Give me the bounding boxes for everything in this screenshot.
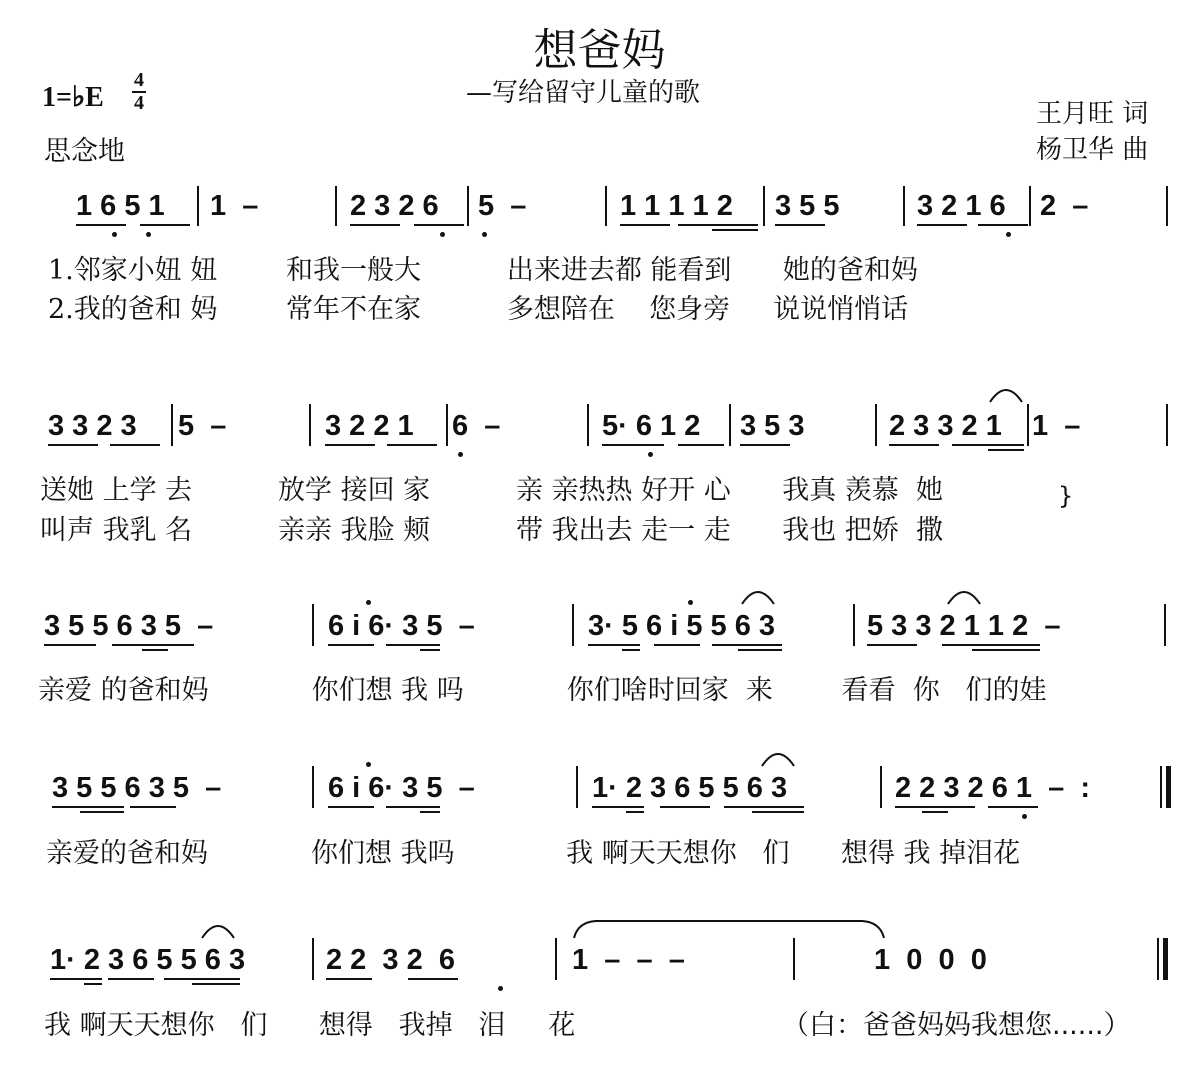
barline [1027, 404, 1029, 446]
tempo-marking: 思念地 [44, 136, 125, 167]
underline [48, 444, 98, 446]
lyrics-verse-1: 亲爱 的爸和妈 你们想 我 吗 你们啥时回家 来 看看 你 们的娃 [38, 675, 1047, 706]
barline [853, 604, 855, 646]
underline [386, 644, 440, 646]
underline [942, 644, 1040, 646]
barline [1029, 186, 1031, 226]
note-group: 3 5 5 [775, 190, 840, 222]
underline [620, 224, 670, 226]
underline [660, 806, 710, 808]
underline [350, 224, 400, 226]
underline [386, 806, 440, 808]
note-group: 2 – [1040, 190, 1089, 222]
tie-arc [946, 586, 982, 606]
underline [622, 649, 640, 651]
note-group: 5 – [478, 190, 527, 222]
barline [875, 404, 877, 446]
octave-dot-low [1006, 232, 1011, 237]
underline [328, 644, 374, 646]
note-group: 2 3 3 2 1 [889, 410, 1002, 442]
note-group: 1 1 1 1 2 [620, 190, 733, 222]
underline [988, 806, 1038, 808]
underline [889, 444, 939, 446]
barline [309, 404, 311, 446]
barline [903, 186, 905, 226]
tie-arc-long [572, 918, 886, 940]
spoken-line: （白：爸爸妈妈我想您......） [782, 1010, 1131, 1041]
note-group: 1 – – – [572, 944, 685, 976]
key-signature: 1=♭E [42, 82, 104, 113]
note-group: 3 3 2 3 [48, 410, 137, 442]
barline [605, 186, 607, 226]
barline [312, 604, 314, 646]
underline [952, 444, 1024, 446]
tie-arc [740, 586, 776, 606]
barline [1166, 404, 1168, 446]
note-group: 1 0 0 0 [874, 944, 987, 976]
underline [142, 649, 168, 651]
underline [130, 806, 176, 808]
underline [917, 224, 967, 226]
octave-dot-low [498, 986, 503, 991]
octave-dot-high [366, 762, 371, 767]
lyrics-verse-1: 1.邻家小妞 妞 和我一般大 出来进去都 能看到 她的爸和妈 [48, 255, 918, 286]
note-group: 1 – [210, 190, 259, 222]
octave-dot-low [146, 232, 151, 237]
underline [626, 811, 644, 813]
underline [110, 444, 160, 446]
barline [555, 938, 557, 980]
underline [654, 644, 700, 646]
underline [76, 224, 126, 226]
underline [678, 444, 724, 446]
underline [724, 806, 804, 808]
octave-dot-low [112, 232, 117, 237]
note-group: 1 6 5 1 [76, 190, 165, 222]
lyrics-verse-1: 亲爱的爸和妈 你们想 我吗 我 啊天天想你 们 想得 我 掉泪花 [46, 838, 1021, 869]
underline [752, 811, 804, 813]
final-barline [1163, 938, 1168, 980]
note-group: 3 2 1 6 [917, 190, 1006, 222]
note-group: 3 5 5 6 3 5 – [44, 610, 214, 642]
note-group: 2 2 3 2 6 1 – : [895, 772, 1091, 804]
underline [972, 649, 1040, 651]
underline [678, 224, 758, 226]
song-title: 想爸妈 [533, 25, 666, 76]
barline [446, 404, 448, 446]
note-group: 6 i 6· 3 5 – [328, 610, 475, 642]
barline [171, 404, 173, 446]
tie-arc [760, 748, 796, 768]
lyrics-verse-2: 2.我的爸和 妈 常年不在家 多想陪在 您身旁 说说悄悄话 [48, 294, 909, 325]
lyrics-verse-2: 叫声 我乳 名 亲亲 我脸 颊 带 我出去 走一 走 我也 把娇 撒 [40, 515, 943, 546]
underline [108, 978, 154, 980]
underline [408, 978, 458, 980]
barline [1157, 938, 1159, 980]
underline [712, 229, 758, 231]
underline [44, 644, 96, 646]
underline [712, 644, 782, 646]
lyrics-verse-1: 送她 上学 去 放学 接回 家 亲 亲热热 好开 心 我真 羡慕 她 [40, 475, 943, 506]
octave-dot-low [440, 232, 445, 237]
note-group: 5· 6 1 2 [602, 410, 701, 442]
composer-credit: 杨卫华 曲 [1036, 135, 1149, 165]
barline [729, 404, 731, 446]
underline [325, 444, 375, 446]
underline [420, 811, 440, 813]
note-group: 6 – [452, 410, 501, 442]
barline [763, 186, 765, 226]
barline [335, 186, 337, 226]
underline [588, 644, 640, 646]
barline [312, 766, 314, 808]
note-group: 3 5 5 6 3 5 – [52, 772, 222, 804]
barline [880, 766, 882, 808]
octave-dot-high [688, 600, 693, 605]
underline [80, 811, 124, 813]
barline [587, 404, 589, 446]
underline [112, 644, 194, 646]
underline [328, 806, 374, 808]
note-group: 3· 5 6 i 5 5 6 3 [588, 610, 776, 642]
song-subtitle: —写给留守儿童的歌 [466, 78, 701, 108]
underline [738, 649, 782, 651]
barline [1164, 604, 1166, 646]
note-group: 1· 2 3 6 5 5 6 3 [592, 772, 788, 804]
note-group: 1 – [1032, 410, 1081, 442]
underline [895, 806, 975, 808]
underline [50, 978, 102, 980]
underline [978, 224, 1028, 226]
note-group: 1· 2 3 6 5 5 6 3 [50, 944, 246, 976]
note-group: 2 2 3 2 6 [326, 944, 455, 976]
octave-dot-low [482, 232, 487, 237]
repeat-end-barline [1166, 766, 1171, 808]
barline [1166, 186, 1168, 226]
underline [988, 449, 1024, 451]
lyrics-verse-1: 我 啊天天想你 们 想得 我掉 泪 花 [44, 1010, 576, 1041]
lyricist-credit: 王月旺 词 [1036, 99, 1149, 129]
barline [576, 766, 578, 808]
underline [84, 983, 102, 985]
underline [602, 444, 664, 446]
note-group: 2 3 2 6 [350, 190, 439, 222]
barline [793, 938, 795, 980]
time-signature-top: 4 [134, 69, 144, 91]
note-group: 6 i 6· 3 5 – [328, 772, 475, 804]
underline [922, 811, 948, 813]
underline [164, 978, 240, 980]
octave-dot-low [648, 452, 653, 457]
underline [140, 224, 190, 226]
barline [572, 604, 574, 646]
barline [312, 938, 314, 980]
underline [326, 978, 372, 980]
note-group: 5 – [178, 410, 227, 442]
underline [414, 224, 464, 226]
underline [420, 649, 440, 651]
octave-dot-low [458, 452, 463, 457]
note-group: 5 3 3 2 1 1 2 – [867, 610, 1061, 642]
barline [1160, 766, 1162, 808]
underline [592, 806, 644, 808]
tie-arc [988, 384, 1024, 404]
underline [867, 644, 917, 646]
octave-dot-high [366, 600, 371, 605]
note-group: 3 5 3 [740, 410, 805, 442]
barline [467, 186, 469, 226]
verse-brace: } [1058, 482, 1074, 510]
note-group: 3 2 2 1 [325, 410, 414, 442]
underline [740, 444, 790, 446]
underline [192, 983, 240, 985]
barline [197, 186, 199, 226]
underline [387, 444, 437, 446]
tie-arc [200, 920, 236, 940]
time-signature-bottom: 4 [134, 92, 144, 114]
underline [52, 806, 124, 808]
time-signature [132, 70, 146, 114]
octave-dot-low [1022, 814, 1027, 819]
underline [775, 224, 825, 226]
